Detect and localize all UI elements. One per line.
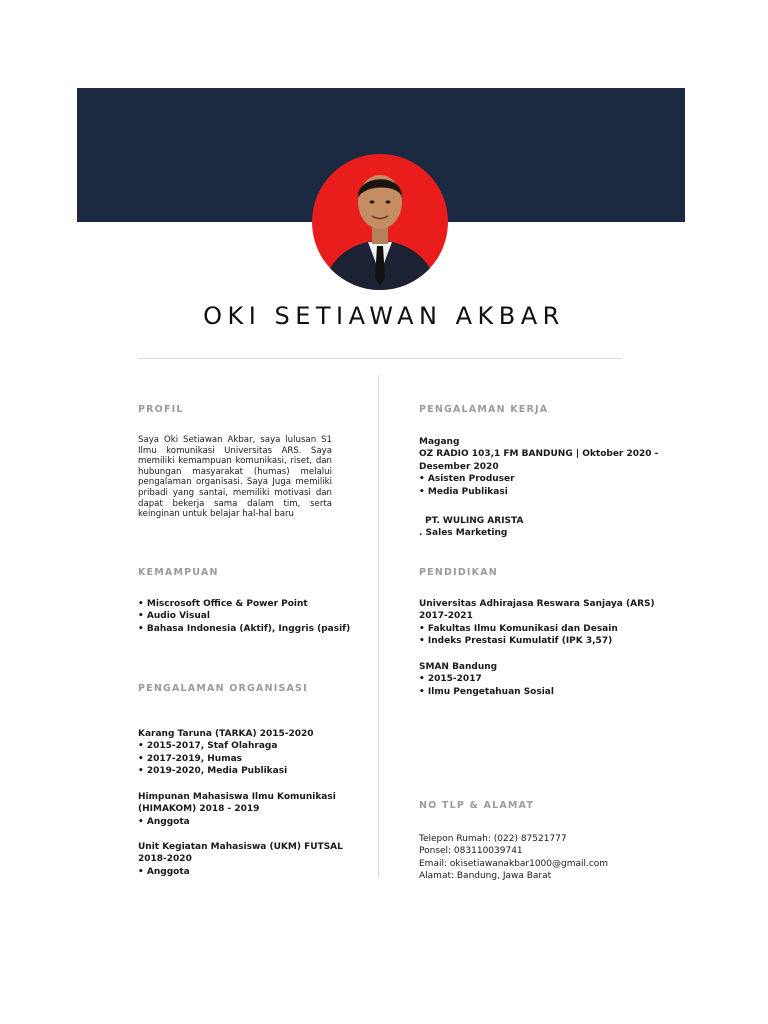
org-line: Unit Kegiatan Mahasiswa (UKM) FUTSAL: [138, 842, 343, 852]
org-line: • 2019-2020, Media Publikasi: [138, 766, 288, 777]
education-line: • Indeks Prestasi Kumulatif (IPK 3,57): [419, 636, 613, 647]
education-line: SMAN Bandung: [419, 662, 498, 672]
profile-text: Saya Oki Setiawan Akbar, saya lulusan S1 Ilmu komunikasi Universitas ARS. Saya memiliki kemampuan komunikasi, riset, dan hubungan masyarakat (humas) melalui pengalaman organisasi. Saya Juga memiliki pribadi yang santai, memiliki motivasi dan dapat bekerja sama dalam tim, serta keinginan untuk belajar hal-hal baru: [138, 435, 332, 520]
profile-title: PROFIL: [138, 404, 184, 415]
contact-line: Ponsel: 083110039741: [419, 846, 523, 857]
work-line: • Media Publikasi: [419, 486, 508, 497]
work-line: Desember 2020: [419, 461, 499, 472]
work-line: • Asisten Produser: [419, 474, 515, 485]
work-group: [419, 515, 629, 540]
work-line: Magang: [419, 437, 460, 447]
work-line: . Sales Marketing: [419, 528, 508, 539]
org-line: Himpunan Mahasiswa Ilmu Komunikasi: [138, 792, 336, 802]
skill-item: • Miscrosoft Office & Power Point: [138, 599, 308, 609]
contact-line: Email: okisetiawanakbar1000@gmail.com: [419, 858, 609, 869]
divider-horizontal: [138, 358, 622, 359]
education-line: Universitas Adhirajasa Reswara Sanjaya (ARS): [419, 599, 655, 609]
work-group: [419, 436, 659, 498]
contact-title: NO TLP & ALAMAT: [419, 800, 535, 811]
org-line: • 2015-2017, Staf Olahraga: [138, 741, 278, 752]
org-line: 2018-2020: [138, 854, 192, 865]
education-line: • 2015-2017: [419, 674, 482, 685]
org-line: • Anggota: [138, 816, 190, 827]
education-line: • Fakultas Ilmu Komunikasi dan Desain: [419, 623, 618, 634]
organization-group: [138, 791, 338, 828]
education-group: [419, 598, 655, 648]
contact-line: Telepon Rumah: (022) 87521777: [419, 834, 567, 844]
skills-list: [138, 598, 351, 635]
skill-item: • Audio Visual: [138, 611, 210, 622]
education-line: • Ilmu Pengetahuan Sosial: [419, 686, 554, 697]
education-title: PENDIDIKAN: [419, 567, 498, 578]
skill-item: • Bahasa Indonesia (Aktif), Inggris (pasif): [138, 623, 351, 634]
organization-title: PENGALAMAN ORGANISASI: [138, 683, 308, 694]
education-line: 2017-2021: [419, 611, 473, 622]
org-line: Karang Taruna (TARKA) 2015-2020: [138, 729, 314, 739]
skills-title: KEMAMPUAN: [138, 567, 219, 578]
person-photo-icon: [312, 154, 448, 290]
education-group: [419, 661, 629, 698]
person-name: OKI SETIAWAN AKBAR: [203, 302, 565, 330]
org-line: (HIMAKOM) 2018 - 2019: [138, 804, 260, 815]
profile-photo: [312, 154, 448, 290]
contact-list: [419, 833, 629, 883]
org-line: • 2017-2019, Humas: [138, 753, 243, 764]
work-title: PENGALAMAN KERJA: [419, 404, 549, 415]
work-line: OZ RADIO 103,1 FM BANDUNG | Oktober 2020 -: [419, 449, 659, 460]
divider-vertical: [378, 375, 379, 878]
contact-line: Alamat: Bandung, Jawa Barat: [419, 871, 552, 882]
organization-group: [138, 841, 343, 878]
org-line: • Anggota: [138, 866, 190, 877]
organization-group: [138, 728, 338, 778]
work-line: PT. WULING ARISTA: [425, 516, 524, 526]
